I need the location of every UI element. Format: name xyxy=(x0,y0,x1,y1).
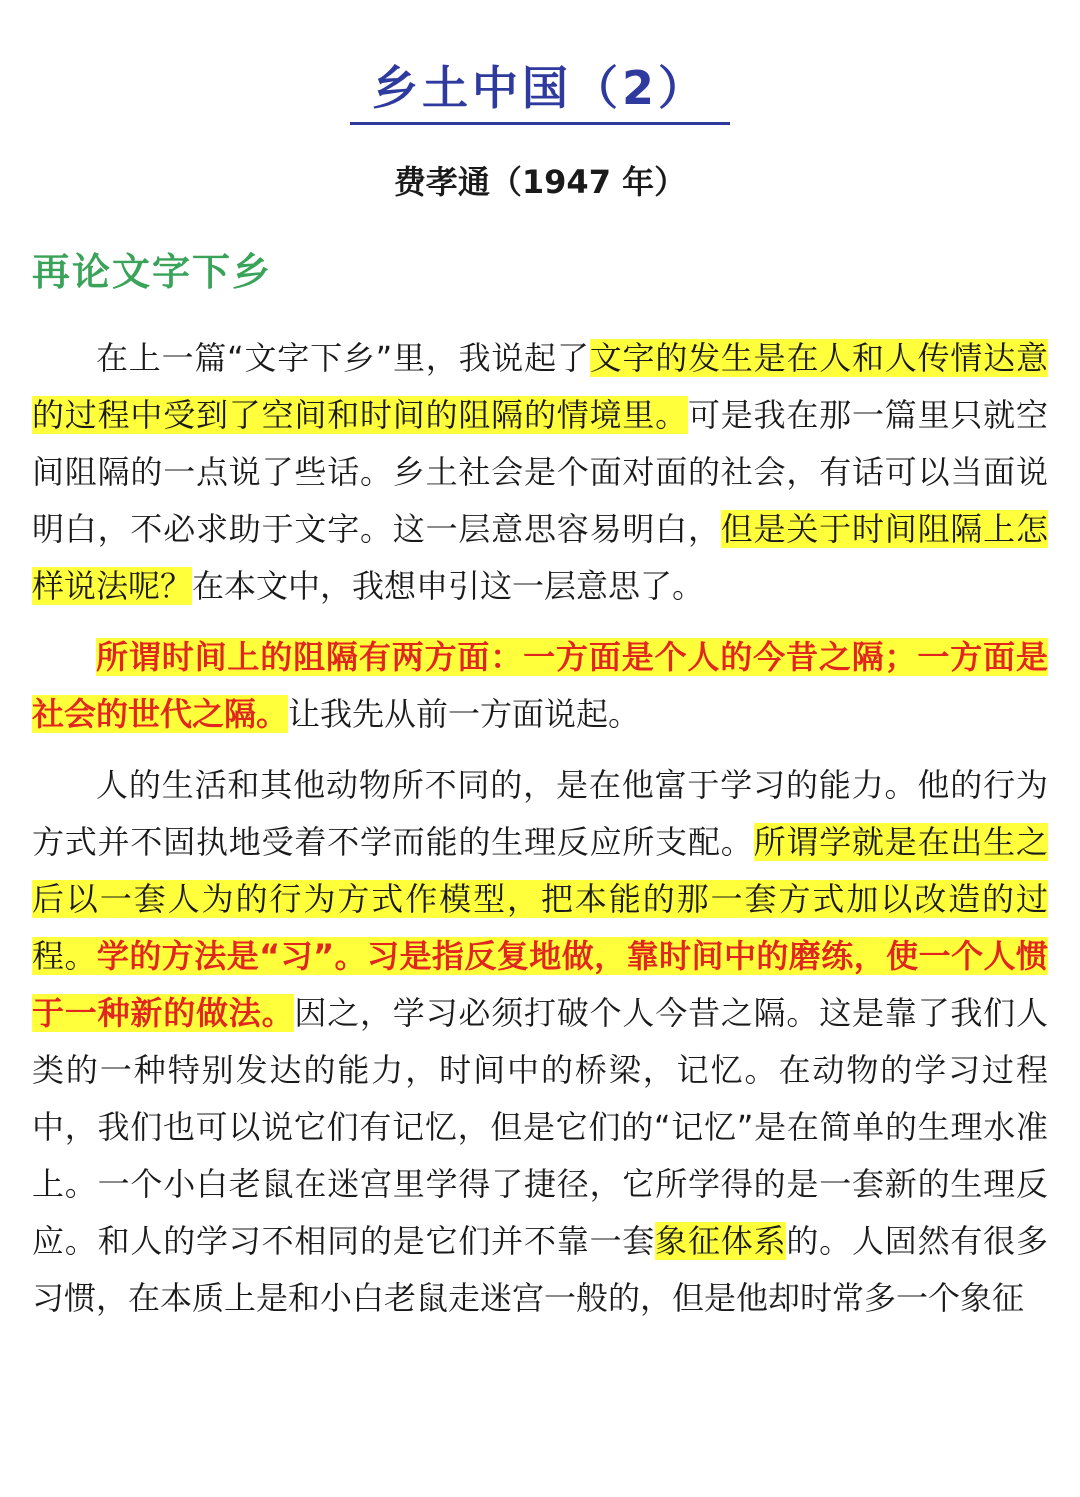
text-segment: 人的生活和其他动物所不同的，是在他富于学习的能力。他的行为方式并不固执地受着不学而能的生理反应所支配。 xyxy=(32,766,1048,861)
highlighted-text: 所谓学就是在出生之后以一套人为的行为方式作模型，把本能的那一套方式加以改造的过程。 xyxy=(32,823,1048,975)
paragraph xyxy=(32,330,1048,615)
section-heading: 再论文字下乡 xyxy=(32,250,273,294)
text-segment: 的。人固然有很多习惯，在本质上是和小白老鼠走迷宫一般的，但是他却时常多一个象征 xyxy=(32,1222,1048,1317)
author-line: 费孝通（1947 年） xyxy=(393,163,687,201)
text-segment: 可是我在那一篇里只就空间阻隔的一点说了些话。乡土社会是个面对面的社会，有话可以当面说明白，不必求助于文字。这一层意思容易明白， xyxy=(32,396,1048,548)
title-text: 乡土中国（2） xyxy=(350,60,730,125)
document-title xyxy=(0,60,1080,125)
highlighted-emphasis-text: 学的方法是“习”。习是指反复地做，靠时间中的磨练，使一个人惯于一种新的做法。 xyxy=(32,937,1048,1032)
text-segment: 在本文中，我想申引这一层意思了。 xyxy=(192,567,705,605)
highlighted-text: 文字的发生是在人和人传情达意的过程中受到了空间和时间的阻隔的情境里。 xyxy=(32,339,1048,434)
highlighted-emphasis-text: 所谓时间上的阻隔有两方面：一方面是个人的今昔之隔；一方面是社会的世代之隔。 xyxy=(32,638,1048,733)
paragraph xyxy=(32,629,1048,743)
text-segment: 因之，学习必须打破个人今昔之隔。这是靠了我们人类的一种特别发达的能力，时间中的桥梁，记忆。在动物的学习过程中，我们也可以说它们有记忆，但是它们的“记忆”是在简单的生理水准上。一个小白老鼠在迷宫里学得了捷径，它所学得的是一套新的生理反应。和人的学习不相同的是它们并不靠一套 xyxy=(32,994,1048,1260)
highlighted-text: 象征体系 xyxy=(655,1222,787,1260)
article-body xyxy=(32,330,1048,1341)
highlighted-text: 但是关于时间阻隔上怎样说法呢？ xyxy=(32,510,1048,605)
text-segment: 在上一篇“文字下乡”里，我说起了 xyxy=(96,339,590,377)
paragraph xyxy=(32,757,1048,1327)
text-segment: 让我先从前一方面说起。 xyxy=(288,695,641,733)
